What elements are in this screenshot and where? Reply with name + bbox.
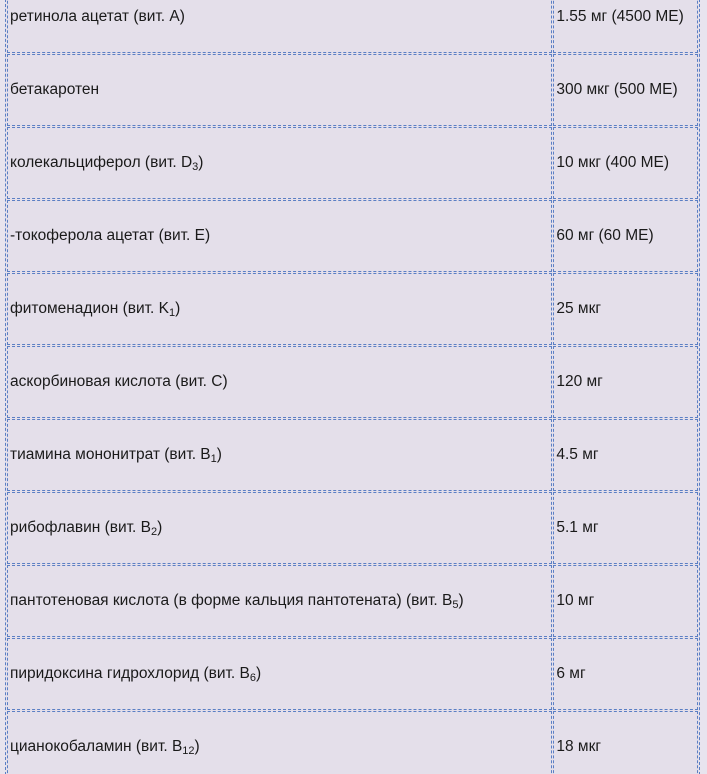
table-row (7, 200, 698, 272)
ingredient-subscript: 1 (210, 453, 217, 465)
ingredient-suffix: ) (194, 738, 200, 755)
ingredient-amount: 25 мкг (553, 273, 698, 345)
ingredient-text: бетакаротен (10, 81, 100, 98)
table-row (7, 54, 698, 126)
ingredient-text: фитоменадион (вит. K (10, 300, 169, 317)
ingredient-amount: 60 мг (60 МЕ) (553, 200, 698, 272)
ingredient-name (7, 419, 552, 491)
ingredient-subscript: 12 (182, 745, 195, 757)
ingredient-subscript: 3 (192, 161, 199, 173)
ingredient-suffix: ) (256, 665, 262, 682)
ingredient-amount: 120 мг (553, 346, 698, 418)
table-row (7, 711, 698, 774)
ingredient-amount: 1.55 мг (4500 МЕ) (553, 0, 698, 53)
table-row (7, 492, 698, 564)
ingredient-suffix: ) (157, 519, 163, 536)
ingredient-name (7, 711, 552, 774)
table-row (7, 127, 698, 199)
table-row (7, 0, 698, 53)
ingredient-name (7, 346, 552, 418)
ingredient-suffix: ) (198, 154, 204, 171)
ingredient-amount: 5.1 мг (553, 492, 698, 564)
ingredient-amount: 10 мкг (400 МЕ) (553, 127, 698, 199)
ingredient-suffix: ) (216, 446, 222, 463)
ingredient-text: тиамина мононитрат (вит. В (10, 446, 211, 463)
ingredient-subscript: 6 (249, 672, 256, 684)
ingredient-name (7, 273, 552, 345)
ingredient-name (7, 638, 552, 710)
table-row (7, 346, 698, 418)
ingredient-subscript: 1 (169, 307, 176, 319)
ingredient-subscript: 5 (452, 599, 459, 611)
ingredient-name (7, 565, 552, 637)
ingredient-text: рибофлавин (вит. В (10, 519, 151, 536)
ingredient-amount: 4.5 мг (553, 419, 698, 491)
table-row (7, 273, 698, 345)
ingredient-text: ретинола ацетат (вит. А) (10, 8, 185, 25)
ingredient-amount: 6 мг (553, 638, 698, 710)
ingredient-name (7, 200, 552, 272)
ingredient-amount: 300 мкг (500 МЕ) (553, 54, 698, 126)
vitamin-table (5, 0, 700, 774)
table-row (7, 638, 698, 710)
ingredient-text: цианокобаламин (вит. В (10, 738, 183, 755)
ingredient-text: пиридоксина гидрохлорид (вит. В (10, 665, 250, 682)
ingredient-suffix: ) (458, 592, 464, 609)
ingredient-suffix: ) (175, 300, 181, 317)
table-row (7, 419, 698, 491)
ingredient-text: -токоферола ацетат (вит. Е) (10, 227, 211, 244)
ingredient-name (7, 54, 552, 126)
ingredient-text: аскорбиновая кислота (вит. С) (10, 373, 228, 390)
table-row (7, 565, 698, 637)
ingredient-amount: 18 мкг (553, 711, 698, 774)
ingredient-name (7, 127, 552, 199)
ingredient-name (7, 0, 552, 53)
ingredient-text: колекальциферол (вит. D (10, 154, 193, 171)
ingredient-subscript: 2 (151, 526, 158, 538)
ingredient-amount: 10 мг (553, 565, 698, 637)
ingredient-text: пантотеновая кислота (в форме кальция пантотената) (вит. В (10, 592, 453, 609)
ingredient-name (7, 492, 552, 564)
